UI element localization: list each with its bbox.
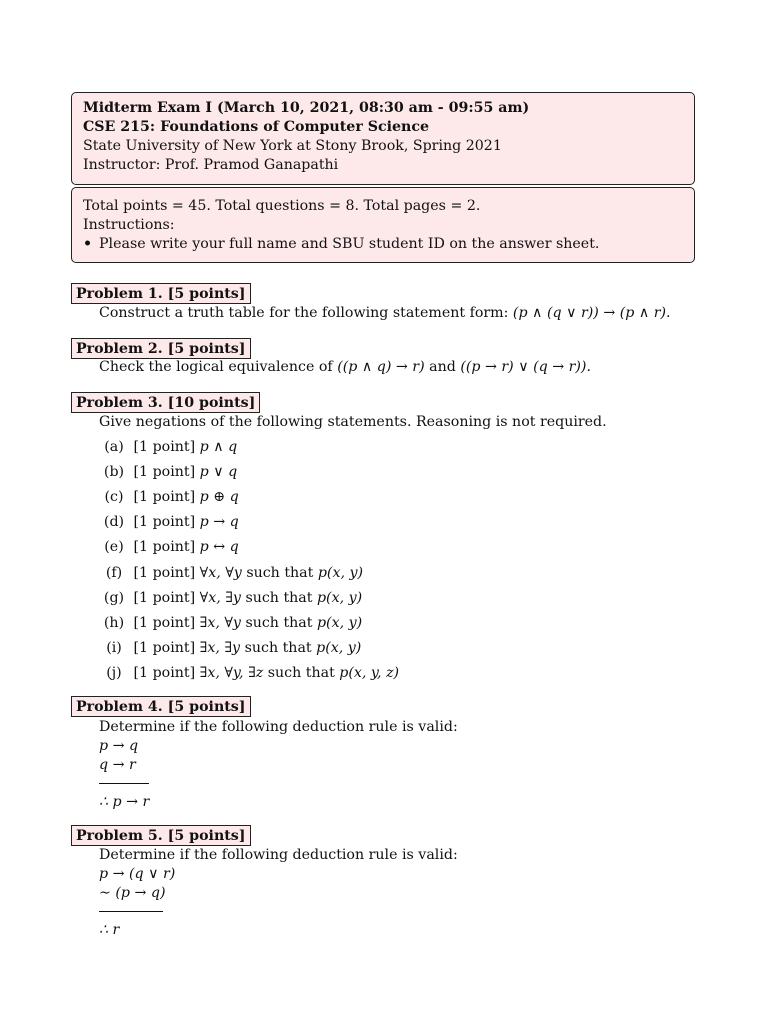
- item-label: (d): [103, 514, 125, 530]
- problem-5-premise-1: p → (q ∨ r): [99, 866, 176, 882]
- exam-header-box: [71, 92, 695, 185]
- item-points: [1 point]: [133, 489, 196, 505]
- problem-3-heading: Problem 3. [10 points]: [71, 392, 260, 413]
- instruction-item: [83, 235, 683, 254]
- list-item: [99, 639, 361, 658]
- problem-1-expression: (p ∧ (q ∨ r)) → (p ∧ r).: [512, 305, 671, 321]
- item-label: (i): [106, 640, 122, 656]
- problem-5-conclusion: ∴ r: [99, 922, 120, 938]
- instructions-label: Instructions:: [83, 217, 175, 233]
- item-label: (a): [104, 439, 124, 455]
- item-expression: p ∨ q: [199, 464, 238, 480]
- problem-4-conclusion: ∴ p → r: [99, 794, 150, 810]
- item-points: [1 point]: [133, 539, 196, 555]
- problem-1-text: Construct a truth table for the following statement form:: [99, 305, 513, 321]
- item-label: (j): [106, 665, 122, 681]
- item-expression: p ∧ q: [199, 439, 238, 455]
- item-points: [1 point]: [133, 565, 196, 581]
- item-expression: ∃x, ∀y, ∃z: [199, 665, 264, 681]
- exam-title: Midterm Exam I (March 10, 2021, 08:30 am - 09:55 am): [83, 100, 530, 116]
- item-expression: ∀x, ∃y: [199, 590, 241, 606]
- bullet-icon: •: [83, 236, 93, 252]
- problem-2-expression-1: ((p ∧ q) → r): [337, 359, 425, 375]
- list-item: [99, 664, 399, 683]
- problem-2-text: Check the logical equivalence of: [99, 359, 338, 375]
- item-expression: ∃x, ∃y: [199, 640, 241, 656]
- list-item: [99, 564, 363, 583]
- item-points: [1 point]: [133, 514, 196, 530]
- item-points: [1 point]: [133, 439, 196, 455]
- item-label: (e): [104, 539, 124, 555]
- item-expression: ∀x, ∀y: [199, 565, 242, 581]
- list-item: [99, 589, 362, 608]
- problem-4-divider: [99, 783, 149, 784]
- instruction-text: Please write your full name and SBU student ID on the answer sheet.: [99, 236, 600, 252]
- item-suffix: such that: [240, 640, 317, 656]
- item-points: [1 point]: [133, 615, 196, 631]
- item-suffix: such that: [240, 590, 317, 606]
- list-item: [99, 438, 237, 457]
- exam-info-box: [71, 187, 695, 263]
- item-predicate: p(x, y): [316, 590, 363, 606]
- problem-4-heading: Problem 4. [5 points]: [71, 696, 251, 717]
- item-predicate: p(x, y): [317, 565, 364, 581]
- problem-3-text: Give negations of the following statements. Reasoning is not required.: [99, 414, 607, 430]
- exam-totals: Total points = 45. Total questions = 8. Total pages = 2.: [83, 198, 481, 214]
- item-expression: p ⊕ q: [199, 489, 239, 505]
- item-label: (c): [104, 489, 124, 505]
- item-label: (b): [103, 464, 125, 480]
- problem-1-heading: Problem 1. [5 points]: [71, 283, 251, 304]
- problem-5-text: Determine if the following deduction rule is valid:: [99, 847, 458, 863]
- list-item: [99, 488, 239, 507]
- item-predicate: p(x, y): [316, 615, 363, 631]
- university-name: State University of New York at Stony Brook, Spring 2021: [83, 138, 502, 154]
- item-label: (g): [103, 590, 125, 606]
- item-points: [1 point]: [133, 665, 196, 681]
- list-item: [99, 614, 362, 633]
- problem-4-text: Determine if the following deduction rule is valid:: [99, 719, 458, 735]
- item-points: [1 point]: [133, 640, 196, 656]
- item-predicate: p(x, y): [316, 640, 362, 656]
- item-label: (f): [105, 565, 123, 581]
- item-label: (h): [103, 615, 125, 631]
- problem-5-heading: Problem 5. [5 points]: [71, 825, 251, 846]
- problem-4-premise-1: p → q: [99, 738, 139, 754]
- problem-5-divider: [99, 911, 163, 912]
- item-expression: p → q: [199, 514, 239, 530]
- item-points: [1 point]: [133, 464, 196, 480]
- instructor-name: Instructor: Prof. Pramod Ganapathi: [83, 157, 339, 173]
- item-predicate: p(x, y, z): [339, 665, 400, 681]
- item-suffix: such that: [263, 665, 340, 681]
- list-item: [99, 513, 239, 532]
- item-points: [1 point]: [133, 590, 196, 606]
- problem-2-expression-2: ((p → r) ∨ (q → r)).: [460, 359, 591, 375]
- item-suffix: such that: [240, 615, 317, 631]
- list-item: [99, 463, 237, 482]
- problem-5-premise-2: ∼ (p → q): [99, 885, 166, 901]
- item-expression: ∃x, ∀y: [199, 615, 241, 631]
- problem-2-statement: [99, 358, 591, 377]
- list-item: [99, 538, 239, 557]
- problem-1-statement: [99, 304, 671, 323]
- problem-2-and: and: [424, 359, 461, 375]
- problem-2-heading: Problem 2. [5 points]: [71, 338, 251, 359]
- problem-4-premise-2: q → r: [99, 757, 136, 773]
- item-expression: p ↔ q: [199, 539, 239, 555]
- item-suffix: such that: [241, 565, 318, 581]
- course-name: CSE 215: Foundations of Computer Science: [83, 119, 430, 135]
